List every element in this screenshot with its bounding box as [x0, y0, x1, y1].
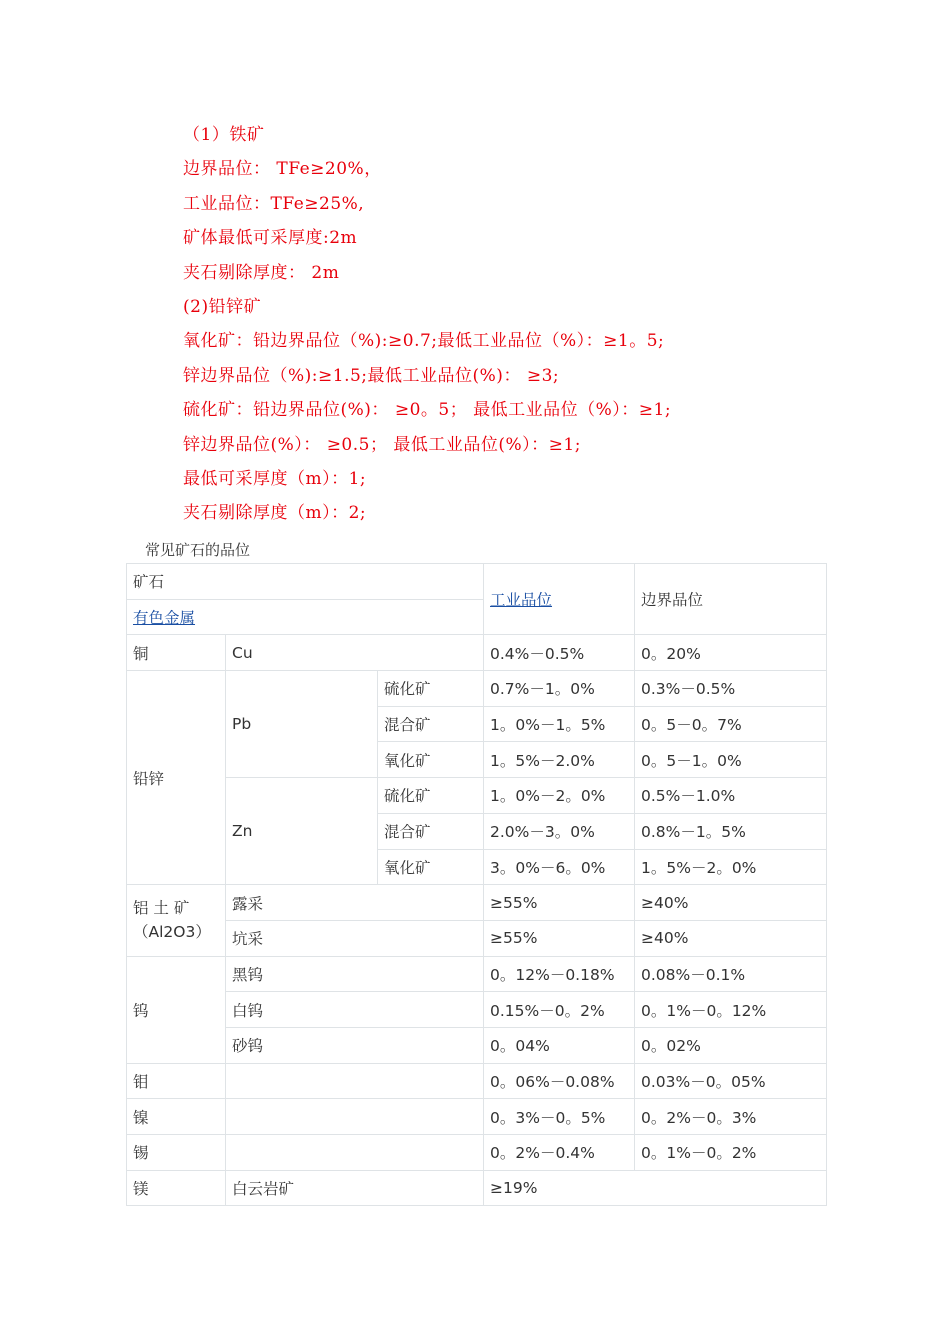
- criteria-line: 锌边界品位(%）： ≥0.5； 最低工业品位(%）：≥1;: [183, 434, 581, 455]
- boundary-grade-cell: 0。1%－0。12%: [635, 992, 827, 1028]
- industrial-grade-link[interactable]: 工业品位: [490, 591, 553, 610]
- industrial-grade-cell: ≥55%: [484, 885, 635, 921]
- boundary-grade-cell: 0。02%: [635, 1027, 827, 1063]
- ore-type: 白云岩矿: [226, 1170, 484, 1206]
- ore-type: 混合矿: [378, 706, 484, 742]
- boundary-grade-cell: 0.08%－0.1%: [635, 956, 827, 992]
- table-row: [127, 1170, 827, 1206]
- boundary-grade-cell: 0。2%－0。3%: [635, 1099, 827, 1135]
- industrial-grade-cell: 0。06%－0.08%: [484, 1063, 635, 1099]
- table-row: [127, 885, 827, 921]
- industrial-grade-cell: ≥55%: [484, 920, 635, 956]
- boundary-grade-cell: 0.03%－0。05%: [635, 1063, 827, 1099]
- empty-cell: [226, 1135, 484, 1171]
- criteria-line: 氧化矿：铅边界品位（%):≥0.7;最低工业品位（%）：≥1。5;: [183, 331, 665, 352]
- ore-name: 钨: [127, 956, 226, 1063]
- ore-type: 硫化矿: [378, 671, 484, 707]
- industrial-grade-cell: 1。0%－2。0%: [484, 778, 635, 814]
- boundary-grade-cell: 0.3%－0.5%: [635, 671, 827, 707]
- table-row: [127, 992, 827, 1028]
- header-metal-category: [127, 599, 484, 635]
- table-row: [127, 671, 827, 707]
- header-ore: 矿石: [127, 564, 484, 600]
- table-row: [127, 1135, 827, 1171]
- ore-type: 混合矿: [378, 813, 484, 849]
- ore-grade-table: [126, 563, 827, 1206]
- table-row: [127, 564, 827, 600]
- table-caption: 常见矿石的品位: [145, 541, 251, 559]
- boundary-grade-cell: ≥40%: [635, 920, 827, 956]
- boundary-grade-cell: 0。5－1。0%: [635, 742, 827, 778]
- ore-type: 黑钨: [226, 956, 484, 992]
- industrial-grade-cell: 0.7%－1。0%: [484, 671, 635, 707]
- industrial-grade-cell: 1。5%－2.0%: [484, 742, 635, 778]
- criteria-line: 矿体最低可采厚度:2m: [183, 228, 358, 249]
- table-row: [127, 920, 827, 956]
- ore-name-bauxite: [127, 885, 226, 956]
- boundary-grade-cell: 0.5%－1.0%: [635, 778, 827, 814]
- ore-name: 铅锌: [127, 671, 226, 885]
- ore-type: 白钨: [226, 992, 484, 1028]
- criteria-line: （1）铁矿: [183, 125, 265, 145]
- industrial-grade-cell: 3。0%－6。0%: [484, 849, 635, 885]
- criteria-line: (2)铅锌矿: [183, 296, 262, 317]
- boundary-grade-cell: 0.8%－1。5%: [635, 813, 827, 849]
- criteria-line: 边界品位： TFe≥20%，: [183, 159, 382, 180]
- industrial-grade-cell: 0。2%－0.4%: [484, 1135, 635, 1171]
- table-row: [127, 1099, 827, 1135]
- ore-name: 锡: [127, 1135, 226, 1171]
- ore-name: 铜: [127, 635, 226, 671]
- mining-method: 坑采: [226, 920, 484, 956]
- industrial-grade-cell: 0。04%: [484, 1027, 635, 1063]
- nonferrous-metal-link[interactable]: 有色金属: [133, 609, 196, 628]
- criteria-line: 锌边界品位（%):≥1.5;最低工业品位(%)： ≥3;: [183, 365, 560, 386]
- criteria-line: 最低可采厚度（m）：1;: [183, 468, 367, 489]
- boundary-grade-cell: 0。5－0。7%: [635, 706, 827, 742]
- table-row: [127, 1063, 827, 1099]
- industrial-grade-cell: 0。12%－0.18%: [484, 956, 635, 992]
- table-row: [127, 1027, 827, 1063]
- criteria-line: 工业品位：TFe≥25%,: [183, 193, 365, 214]
- table-row: [127, 956, 827, 992]
- ore-type: 硫化矿: [378, 778, 484, 814]
- table-row: [127, 778, 827, 814]
- empty-cell: [226, 1063, 484, 1099]
- boundary-grade-cell: 1。5%－2。0%: [635, 849, 827, 885]
- boundary-grade-cell: ≥40%: [635, 885, 827, 921]
- element-symbol: Zn: [226, 778, 378, 885]
- industrial-grade-cell: 1。0%－1。5%: [484, 706, 635, 742]
- criteria-line: 夹石剔除厚度： 2m: [183, 262, 340, 283]
- criteria-line: 夹石剔除厚度（m）：2;: [183, 503, 367, 524]
- grade-criteria-text: [183, 118, 843, 531]
- ore-name: 镁: [127, 1170, 226, 1206]
- ore-name: 钼: [127, 1063, 226, 1099]
- ore-name: 铝 土 矿: [133, 899, 190, 918]
- header-boundary-grade: 边界品位: [635, 564, 827, 635]
- industrial-grade-cell: 0.4%－0.5%: [484, 635, 635, 671]
- ore-name: 镍: [127, 1099, 226, 1135]
- industrial-grade-cell: ≥19%: [484, 1170, 827, 1206]
- ore-type: 氧化矿: [378, 742, 484, 778]
- ore-type: 砂钨: [226, 1027, 484, 1063]
- element-symbol: Pb: [226, 671, 378, 778]
- ore-type: 氧化矿: [378, 849, 484, 885]
- element-symbol: Cu: [226, 635, 484, 671]
- boundary-grade-cell: 0。1%－0。2%: [635, 1135, 827, 1171]
- industrial-grade-cell: 0。3%－0。5%: [484, 1099, 635, 1135]
- industrial-grade-cell: 2.0%－3。0%: [484, 813, 635, 849]
- industrial-grade-cell: 0.15%－0。2%: [484, 992, 635, 1028]
- table-row: [127, 635, 827, 671]
- criteria-line: 硫化矿：铅边界品位(%)： ≥0。5； 最低工业品位（%）：≥1;: [183, 400, 672, 421]
- empty-cell: [226, 1099, 484, 1135]
- chemical-formula: （Al2O3）: [133, 923, 211, 942]
- mining-method: 露采: [226, 885, 484, 921]
- header-industrial-grade: [484, 564, 635, 635]
- boundary-grade-cell: 0。20%: [635, 635, 827, 671]
